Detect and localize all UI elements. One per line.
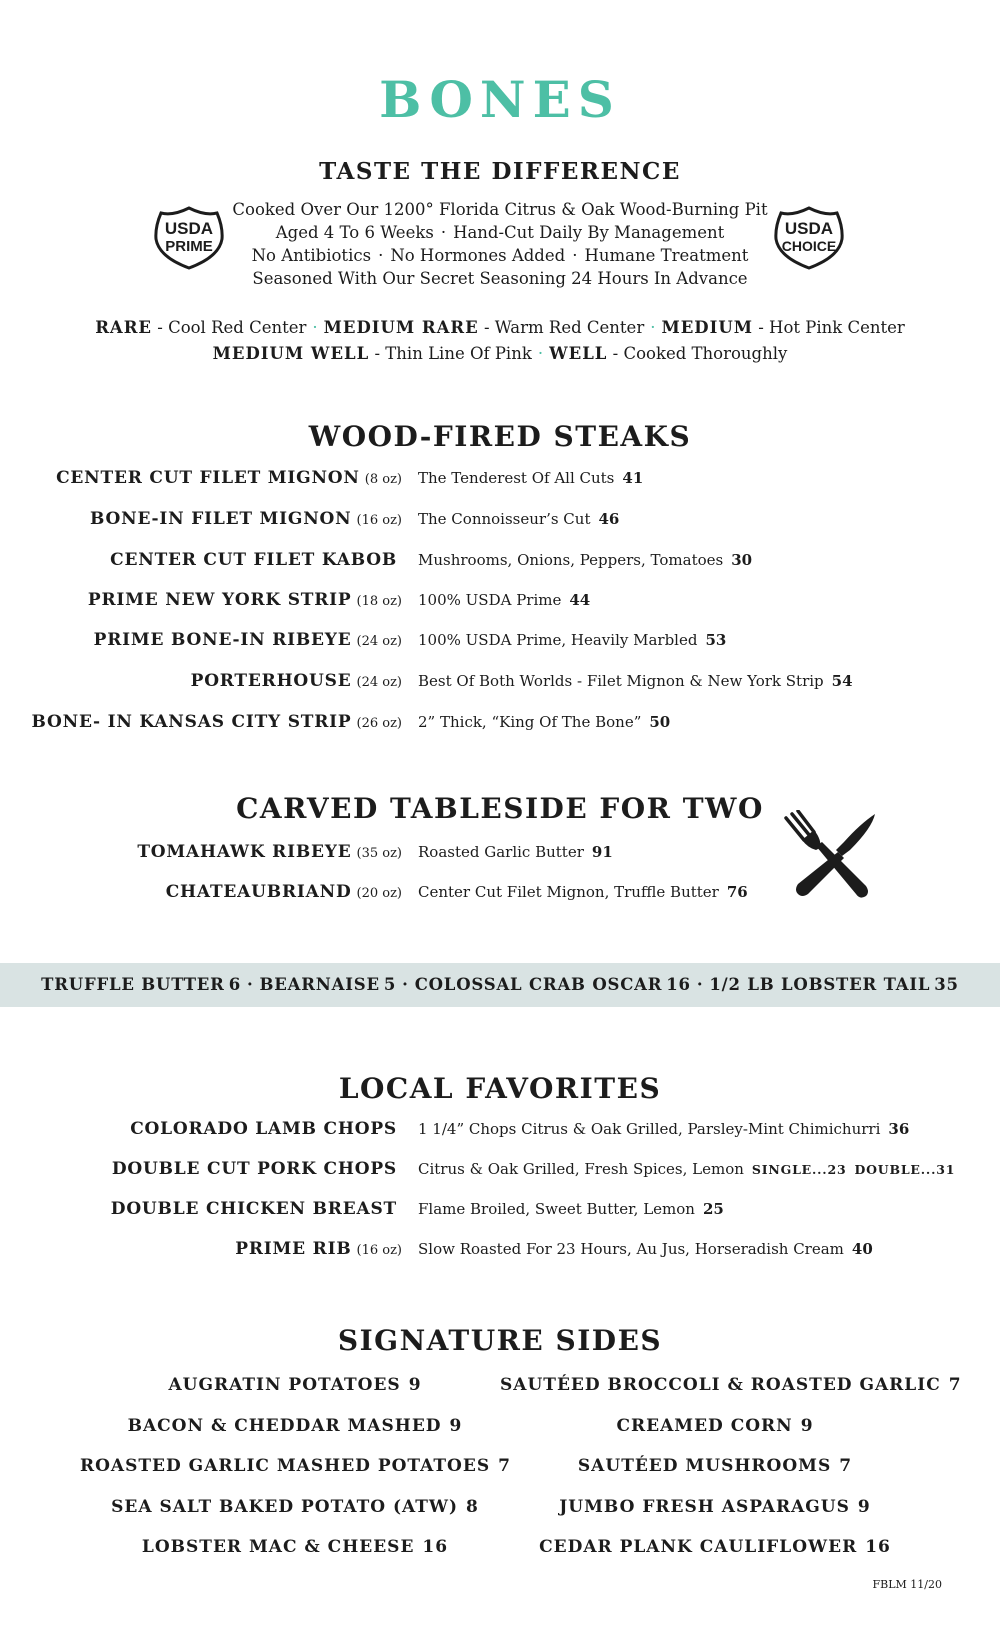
menu-item-name: DOUBLE CUT PORK CHOPS [111, 1159, 397, 1179]
menu-item-desc: Mushrooms, Onions, Peppers, Tomatoes 30 [418, 551, 753, 569]
tableside-section-title: CARVED TABLESIDE FOR TWO [236, 792, 764, 825]
menu-item-desc: Roasted Garlic Butter 91 [418, 843, 613, 861]
tagline: TASTE THE DIFFERENCE [319, 158, 681, 185]
menu-item-name: PRIME BONE-IN RIBEYE (24 oz) [93, 630, 402, 650]
intro-line-2: Aged 4 To 6 Weeks · Hand-Cut Daily By Management [275, 223, 725, 242]
menu-item-desc: 1 1/4” Chops Citrus & Oak Grilled, Parsley-Mint Chimichurri 36 [418, 1120, 910, 1138]
side-item: CREAMED CORN 9 [616, 1416, 814, 1436]
side-item: SAUTÉED MUSHROOMS 7 [577, 1456, 853, 1476]
temperature-line-2: MEDIUM WELL - Thin Line Of Pink · WELL - Cooked Thoroughly [212, 344, 788, 363]
steaks-section-title: WOOD-FIRED STEAKS [308, 420, 692, 453]
menu-item-name: PORTERHOUSE (24 oz) [190, 671, 402, 691]
fork-knife-icon [780, 810, 880, 900]
menu-item-name: CHATEAUBRIAND (20 oz) [165, 882, 402, 902]
menu-item-desc: The Connoisseur’s Cut 46 [418, 510, 620, 528]
menu-item-desc: Flame Broiled, Sweet Butter, Lemon 25 [418, 1200, 724, 1218]
side-item: BACON & CHEDDAR MASHED 9 [127, 1416, 463, 1436]
usda-prime-badge-icon: USDA PRIME [153, 205, 225, 271]
menu-item-name: CENTER CUT FILET MIGNON (8 oz) [56, 468, 402, 488]
addons-line: TRUFFLE BUTTER 6 · BEARNAISE 5 · COLOSSAL CRAB OSCAR 16 · 1/2 LB LOBSTER TAIL 35 [41, 975, 959, 994]
intro-line-4: Seasoned With Our Secret Seasoning 24 Hours In Advance [252, 269, 748, 288]
usda-choice-badge-icon: USDA CHOICE [773, 205, 845, 271]
brand-title: BONES [379, 70, 621, 129]
menu-item-name: CENTER CUT FILET KABOB [110, 550, 397, 570]
menu-item-desc: Citrus & Oak Grilled, Fresh Spices, Lemon SINGLE...23 DOUBLE...31 [418, 1160, 956, 1178]
side-item: JUMBO FRESH ASPARAGUS 9 [559, 1497, 871, 1517]
menu-item-name: BONE- IN KANSAS CITY STRIP (26 oz) [31, 712, 402, 732]
menu-item-name: DOUBLE CHICKEN BREAST [110, 1199, 397, 1219]
intro-line-1: Cooked Over Our 1200° Florida Citrus & Oak Wood-Burning Pit [232, 200, 768, 219]
menu-item-name: PRIME NEW YORK STRIP (18 oz) [87, 590, 402, 610]
menu-item-desc: Slow Roasted For 23 Hours, Au Jus, Horseradish Cream 40 [418, 1240, 873, 1258]
menu-item-desc: Center Cut Filet Mignon, Truffle Butter 76 [418, 883, 748, 901]
side-item: SEA SALT BAKED POTATO (ATW) 8 [111, 1497, 479, 1517]
intro-line-3: No Antibiotics · No Hormones Added · Humane Treatment [251, 246, 749, 265]
side-item: CEDAR PLANK CAULIFLOWER 16 [539, 1537, 891, 1557]
intro-text [0, 198, 1000, 290]
footer-code: FBLM 11/20 [872, 1578, 942, 1591]
temperature-guide [0, 315, 1000, 367]
menu-item-desc: Best Of Both Worlds - Filet Mignon & New York Strip 54 [418, 672, 853, 690]
menu-item-desc: 100% USDA Prime, Heavily Marbled 53 [418, 631, 727, 649]
menu-item-desc: The Tenderest Of All Cuts 41 [418, 469, 644, 487]
menu-item-name: COLORADO LAMB CHOPS [130, 1119, 397, 1139]
favorites-section-title: LOCAL FAVORITES [338, 1072, 662, 1105]
side-item: SAUTÉED BROCCOLI & ROASTED GARLIC 7 [500, 1375, 962, 1395]
menu-item-desc: 100% USDA Prime 44 [418, 591, 591, 609]
side-item: AUGRATIN POTATOES 9 [168, 1375, 422, 1395]
menu-item-name: TOMAHAWK RIBEYE (35 oz) [137, 842, 402, 862]
menu-item-desc: 2” Thick, “King Of The Bone” 50 [418, 713, 671, 731]
temperature-line-1: RARE - Cool Red Center · MEDIUM RARE - Warm Red Center · MEDIUM - Hot Pink Center [95, 318, 905, 337]
sides-section-title: SIGNATURE SIDES [337, 1324, 663, 1357]
side-item: LOBSTER MAC & CHEESE 16 [141, 1537, 449, 1557]
side-item: ROASTED GARLIC MASHED POTATOES 7 [80, 1456, 511, 1476]
menu-item-name: BONE-IN FILET MIGNON (16 oz) [90, 509, 402, 529]
menu-item-name: PRIME RIB (16 oz) [235, 1239, 402, 1259]
